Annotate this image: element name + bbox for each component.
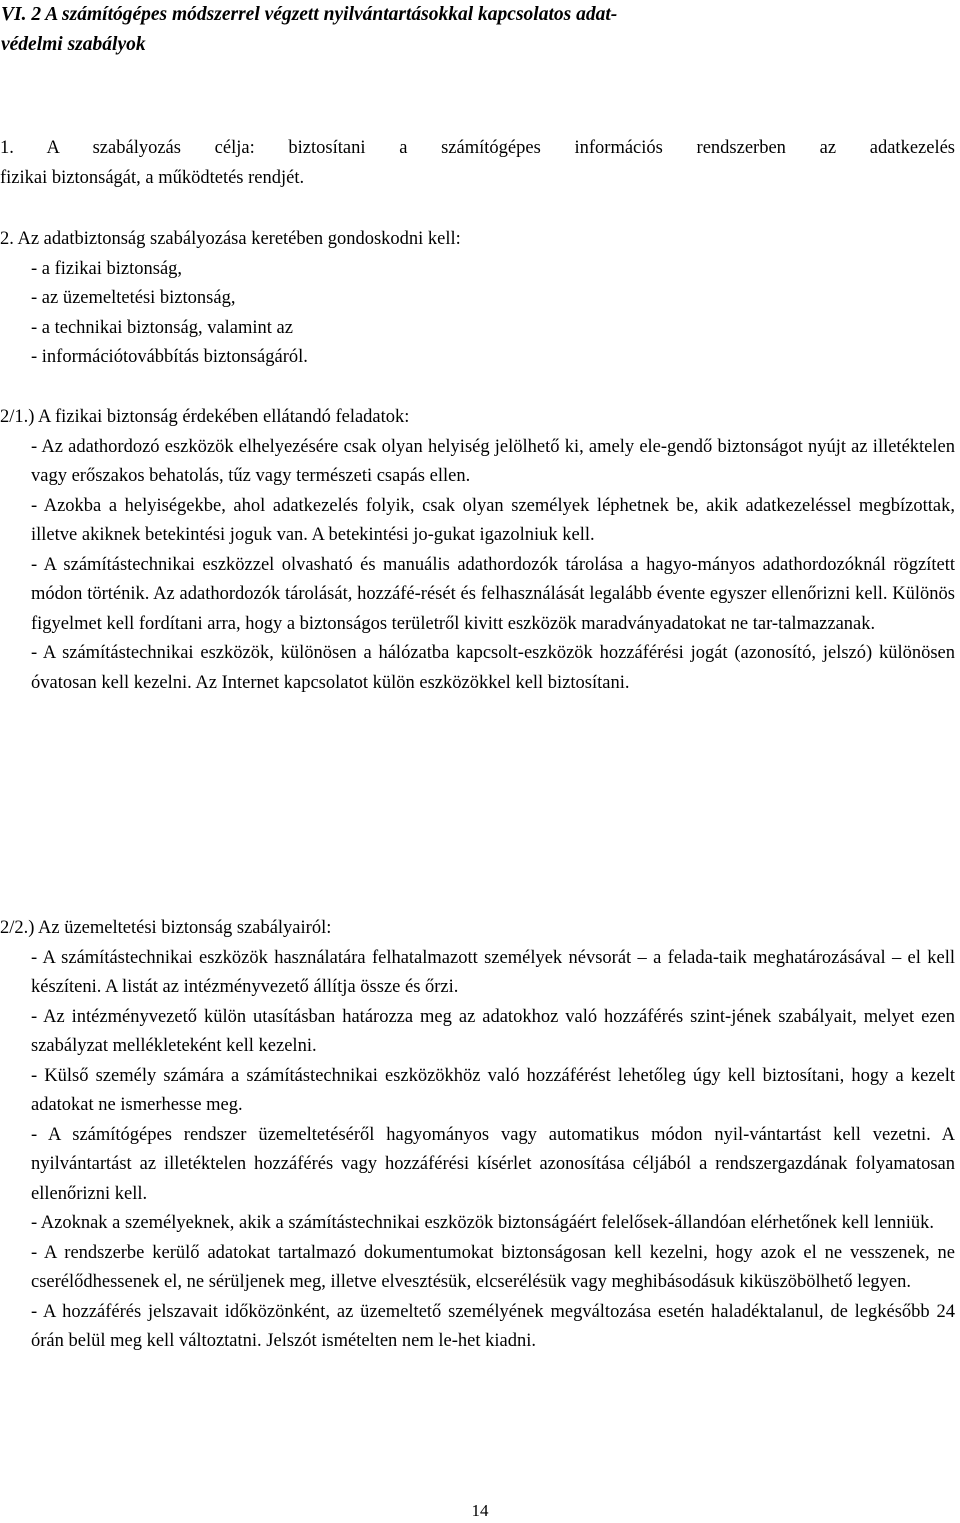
list-item: - az üzemeltetési biztonság, (31, 288, 236, 308)
list-item: - Azokba a helyiségekbe, ahol adatkezelés folyik, csak olyan személyek léphetnek be, akik adatkezeléssel megbízottak, illetve akiknek betekintési joguk van. A betekintési jo-gukat igazolniuk kell. (31, 495, 955, 545)
list-item: - A számítástechnikai eszközzel olvasható és manuális adathordozók tárolása a hagyo-mányos adathordozóknál rögzített módon történik. Az adathordozók tárolását, hozzáfé-rését és felhasználását legalább évente egyszer ellenőrizni kell. Különös figyelmet kell fordítani arra, hogy a biztonságos területről kivitt eszközök maradványadatokat ne tar-talmazzanak. (31, 554, 955, 634)
list-item: - A számítógépes rendszer üzemeltetéséről hagyományos vagy automatikus módon nyil-vántartást kell vezetni. A nyilvántartást az illetéktelen hozzáférés vagy hozzáférési kísérlet azonosítása céljából a rendszergazdának folyamatosan ellenőrizni kell. (31, 1124, 955, 1204)
section-2-1-list (0, 433, 955, 699)
list-item: - A rendszerbe kerülő adatokat tartalmazó dokumentumokat biztonságosan kell kezelni, hogy azok el ne vesszenek, ne cserélődhessenek el, ne sérüljenek meg, illetve elvesztésük, elcserélésük vagy meghibásodásuk kiküszöbölhető legyen. (31, 1242, 955, 1292)
list-item: - a technikai biztonság, valamint az (31, 317, 293, 338)
page-number: 14 (471, 1501, 489, 1520)
section-1-line-1: 1. A szabályozás célja: biztosítani a számítógépes információs rendszerben az adatkezelés (0, 138, 955, 158)
list-item: - A számítástechnikai eszközök, különösen a hálózatba kapcsolt-eszközök hozzáférési jogát (azonosító, jelszó) különösen óvatosan kell kezelni. Az Internet kapcsolatot külön eszközökkel kell biztosítani. (31, 643, 955, 693)
section-2-list (0, 255, 955, 373)
heading-line-1: VI. 2 A számítógépes módszerrel végzett nyilvántartásokkal kapcsolatos adat- (1, 4, 618, 25)
section-2-2-list (0, 944, 955, 1357)
list-item: - Az adathordozó eszközök elhelyezésére csak olyan helyiség jelölhető ki, amely ele-gendő biztonságot nyújt az illetéktelen vagy erőszakos behatolás, tűz vagy természeti csapás ellen. (31, 436, 955, 486)
list-item: - Azoknak a személyeknek, akik a számítástechnikai eszközök biztonságáért felelősek-állandóan elérhetőnek kell lenniük. (31, 1213, 935, 1233)
section-1-line-2: fizikai biztonságát, a működtetés rendjét. (0, 167, 305, 188)
section-2-2 (0, 914, 955, 1357)
list-item: - A hozzáférés jelszavait időközönként, az üzemeltető személyének megváltozása esetén haladéktalanul, de legkésőbb 24 órán belül meg kell változtatni. Jelszót ismételten nem le-het kiadni. (31, 1301, 955, 1351)
list-item: - a fizikai biztonság, (31, 258, 183, 279)
section-2 (0, 225, 955, 373)
section-2-1-title: 2/1.) A fizikai biztonság érdekében ellátandó feladatok: (0, 407, 410, 427)
heading-line-2: védelmi szabályok (1, 34, 146, 55)
list-item: - Külső személy számára a számítástechnikai eszközökhöz való hozzáférést lehetőleg úgy kell biztosítani, hogy a kezelt adatokat ne ismerhesse meg. (31, 1065, 955, 1115)
section-2-1 (0, 403, 955, 698)
section-1 (0, 134, 955, 193)
section-heading (0, 0, 956, 60)
section-2-intro: 2. Az adatbiztonság szabályozása keretében gondoskodni kell: (0, 229, 461, 249)
section-2-2-title: 2/2.) Az üzemeltetési biztonság szabályairól: (0, 918, 332, 938)
list-item: - információtovábbítás biztonságáról. (31, 347, 308, 367)
list-item: - A számítástechnikai eszközök használatára felhatalmazott személyek névsorát – a felada-taik meghatározásával – el kell készíteni. A listát az intézményvezető állítja össze és őrzi. (31, 947, 955, 997)
list-item: - Az intézményvezető külön utasításban határozza meg az adatokhoz való hozzáférés szint-jének szabályait, melyet ezen szabályzat mellékleteként kell kezelni. (31, 1006, 955, 1056)
